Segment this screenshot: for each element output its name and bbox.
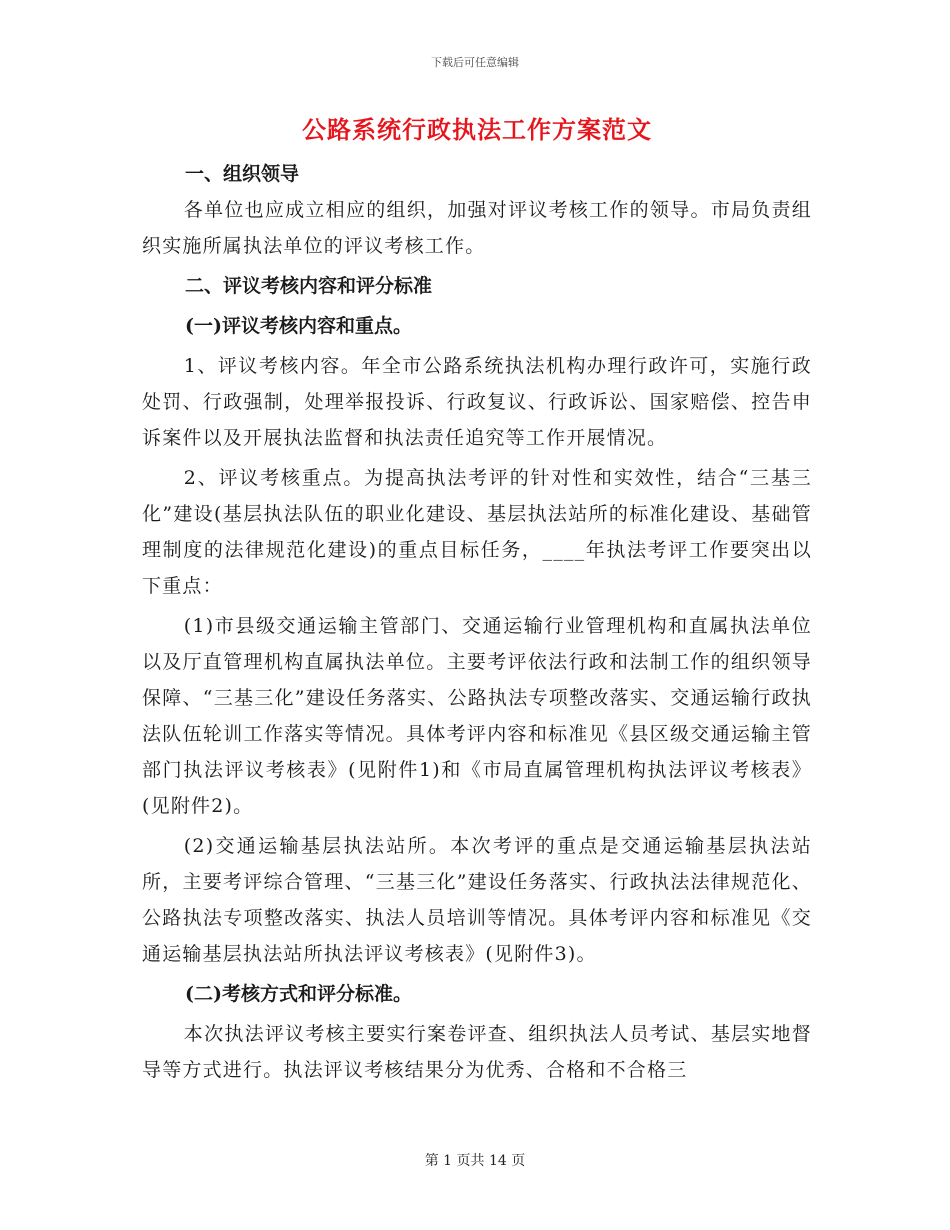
page-header-note: 下载后可任意编辑 [431,56,519,69]
document-title: 公路系统行政执法工作方案范文 [302,115,652,144]
paragraph: 各单位也应成立相应的组织，加强对评议考核工作的领导。市局负责组织实施所属执法单位的评议考核工作。 [142,199,812,257]
subsection-heading-2: (二)考核方式和评分标准。 [185,983,412,1005]
page-number: 第 1 页共 14 页 [424,1153,526,1169]
document-body [142,112,812,1088]
section-heading-1: 一、组织领导 [185,163,300,185]
paragraph: (2)交通运输基层执法站所。本次考评的重点是交通运输基层执法站所，主要考评综合管理、“三基三化”建设任务落实、行政执法法律规范化、公路执法专项整改落实、执法人员培训等情况。具体考评内容和标准见《交通运输基层执法站所执法评议考核表》(见附件3)。 [142,835,812,965]
subsection-heading-1: (一)评议考核内容和重点。 [185,315,412,337]
section-heading-2: 二、评议考核内容和评分标准 [185,275,433,297]
paragraph: 1、评议考核内容。年全市公路系统执法机构办理行政许可，实施行政处罚、行政强制，处理举报投诉、行政复议、行政诉讼、国家赔偿、控告申诉案件以及开展执法监督和执法责任追究等工作开展情况。 [142,355,812,449]
paragraph: 本次执法评议考核主要实行案卷评查、组织执法人员考试、基层实地督导等方式进行。执法评议考核结果分为优秀、合格和不合格三 [142,1023,812,1081]
paragraph: 2、评议考核重点。为提高执法考评的针对性和实效性，结合“三基三化”建设(基层执法队伍的职业化建设、基层执法站所的标准化建设、基础管理制度的法律规范化建设)的重点目标任务，____年执法考评工作要突出以下重点： [142,467,812,597]
paragraph: (1)市县级交通运输主管部门、交通运输行业管理机构和直属执法单位以及厅直管理机构直属执法单位。主要考评依法行政和法制工作的组织领导保障、“三基三化”建设任务落实、公路执法专项整改落实、交通运输行政执法队伍轮训工作落实等情况。具体考评内容和标准见《县区级交通运输主管部门执法评议考核表》(见附件1)和《市局直属管理机构执法评议考核表》(见附件2)。 [142,615,812,817]
